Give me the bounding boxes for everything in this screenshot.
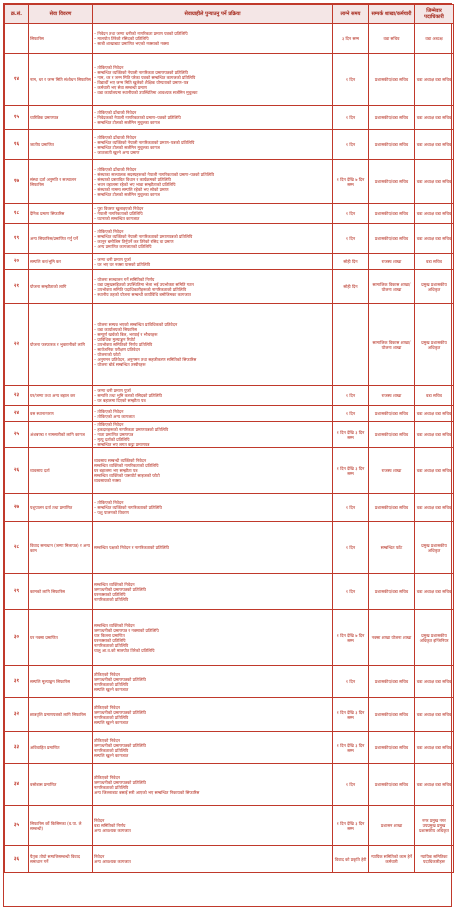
process-line: – कर्मचारी भए सेवा सम्बन्धी प्रमाण <box>94 84 147 90</box>
row-service-name: चारित्रिक प्रमाणपत्र <box>29 106 93 130</box>
row-office: सामाजिक विकास शाखा/ योजना शाखा <box>369 270 415 304</box>
row-time: विवाद को प्रकृति हेरी <box>333 846 369 873</box>
row-office: प्रशासकीय/वडा सचिव <box>369 666 415 698</box>
process-line: – योजना सम्पन्न भएको सम्बन्धित प्राविधिकको प्रतिवेदन <box>94 322 178 327</box>
row-service-name: अंशबण्डा र नामसारीको लागि कागज <box>29 422 93 448</box>
process-line: निवेदन <box>94 854 105 859</box>
row-time: १ दिन <box>333 106 369 130</box>
process-line: सम्पत्ति खुल्ने कागजात <box>94 719 129 725</box>
process-line: – नेपाली नागरिकताको प्रतिलिपि <box>94 211 143 216</box>
process-line: निवेदन <box>94 818 105 823</box>
process-line: – सम्पत्ति तथा भूमि करको रसिदको प्रतिलिपि <box>94 393 162 398</box>
process-line: – मृत्यु दर्ताको प्रतिलिपि <box>94 437 130 442</box>
row-process-list <box>93 406 333 422</box>
table-header-row <box>5 5 454 24</box>
table-row <box>5 494 454 522</box>
process-line: – अन्य प्रमाणित कागजातको प्रतिलिपि <box>94 243 152 249</box>
process-line: तोकिएको निवेदन <box>94 774 121 780</box>
service-table <box>4 4 454 873</box>
row-serial: १९ <box>5 224 29 254</box>
row-time: १ दिन देखि ३ दिन सम्म <box>333 422 369 448</box>
row-time: १ दिन <box>333 130 369 160</box>
header-office: सम्पर्क शाखा/कर्मचारी <box>369 5 415 24</box>
table-body <box>5 24 454 873</box>
row-authority: नगर प्रमुख नगर उपप्रमुख प्रमुख प्रशासकीय अधिकृत <box>415 806 454 846</box>
row-time: १ दिन <box>333 54 369 106</box>
row-service-name: जातीय प्रमाणित <box>29 130 93 160</box>
row-authority: वडा अध्यक्ष वडा सचिव <box>415 764 454 806</box>
row-service-name: घर नक्सा प्रमाणित <box>29 610 93 666</box>
row-process-list <box>93 574 333 610</box>
row-service-name: अविवाहित प्रमाणित <box>29 732 93 764</box>
row-serial: २० <box>5 254 29 270</box>
process-line: – वडा प्रमुखसहितको उपस्थितिमा भेला भई उपभोक्ता समिति गठन <box>94 281 194 287</box>
process-line: – सम्बन्धित टोलको सर्जमिन मुचुल्का कागज <box>94 191 160 197</box>
table-row <box>5 806 454 846</box>
row-service-name: संस्था दर्ता अनुमति र सञ्चालन सिफारिस <box>29 160 93 204</box>
row-authority: वडा अध्यक्ष वडा सचिव <box>415 732 454 764</box>
row-service-name: कामको लागि सिफारिस <box>29 574 93 610</box>
process-line: – प्राविधिक मुल्याङ्कन रिपोर्ट <box>94 337 136 342</box>
process-line: – जग्गा धनी प्रमाण पुर्जा <box>94 256 131 262</box>
row-service-name: अन्य सिफारिस/प्रमाणित गर्नु पर्ने <box>29 224 93 254</box>
process-line: – नाम, थर र जन्म मिति परेका पत्रको सम्बन्धित कागजको प्रतिलिपि <box>94 74 196 80</box>
process-line: – अनुगमन प्रतिवेदन, अनुगमन तथा सहजीकरण समितिको सिफारिस <box>94 357 197 362</box>
row-office: प्रशासकीय/वडा सचिव <box>369 732 415 764</box>
row-service-name: सिफारिस <box>29 24 93 54</box>
process-line: – जग्गा धनी प्रमाण पुर्जा <box>94 388 131 393</box>
process-line: नागरिकताको प्रतिलिपि <box>94 747 129 753</box>
process-line: – सम्पूर्ण खर्चको बिल, भरपाई र भौचरहरू <box>94 332 158 337</box>
process-line: घरनक्साको प्रतिलिपि <box>94 591 126 597</box>
row-office: न्यायिक समितिको काम हेर्ने कर्मचारी <box>369 846 415 873</box>
table-row <box>5 666 454 698</box>
process-line: – घर बहालमा दिएको सम्झौता पत्र <box>94 398 146 403</box>
row-office: प्रशासकीय/वडा सचिव <box>369 494 415 522</box>
row-time: १ दिन <box>333 204 369 224</box>
process-line: नागरिकताको प्रतिलिपि <box>94 642 129 648</box>
process-line: – सम्बन्धित टोलको सर्जमिन मुचुल्का कागज <box>94 144 160 150</box>
row-process-list <box>93 448 333 494</box>
row-service-name: वसोबास प्रमाणित <box>29 764 93 806</box>
process-line: जग्गाधनीको प्रमाणपत्रको प्रतिलिपि <box>94 586 146 592</box>
row-serial: २७ <box>5 494 29 522</box>
row-serial: १६ <box>5 130 29 160</box>
process-line: नागरिकताको प्रतिलिपि <box>94 681 129 687</box>
table-row <box>5 106 454 130</box>
row-serial: २६ <box>5 448 29 494</box>
row-serial: ३३ <box>5 732 29 764</box>
row-process-list <box>93 106 333 130</box>
row-office: राजस्व शाखा <box>369 448 415 494</box>
process-line: – नाता प्रमाणित प्रमाणपत्र <box>94 432 134 437</box>
process-line: चार किल्ला प्रमाणित <box>94 632 125 638</box>
row-serial <box>5 24 29 54</box>
row-process-list <box>93 732 333 764</box>
process-line: – सम्बन्धित भए लगत कट्टा प्रमाणपत्र <box>94 442 150 447</box>
row-time: १ दिन <box>333 494 369 522</box>
process-line: – सम्बन्धित टोलको सर्जमिन मुचुल्का कागज <box>94 120 160 125</box>
row-authority: वडा अध्यक्ष वडा सचिव <box>415 448 454 494</box>
row-process-list <box>93 698 333 732</box>
process-line: जग्गाधनीको प्रमाणपत्रको प्रतिलिपि <box>94 742 146 748</box>
row-serial: २२ <box>5 304 29 386</box>
process-line: अन्य जिल्लाबाट बसाइँ सरी आएको भए सम्बन्धित निकायको सिफारिस <box>94 789 200 795</box>
row-service-name: नाम, थर र जन्म मिति संशोधन सिफारिस <box>29 54 93 106</box>
row-serial: २४ <box>5 406 29 422</box>
row-authority: वडा अध्यक्ष वडा सचिव <box>415 204 454 224</box>
process-line: – तोकिएको निवेदन <box>94 64 124 70</box>
process-line: – उपभोक्ता समितिको निर्णय प्रतिलिपि <box>94 342 153 347</box>
table-row <box>5 574 454 610</box>
row-serial: ३१ <box>5 666 29 698</box>
row-process-list <box>93 764 333 806</box>
table-row <box>5 130 454 160</box>
process-line: – सम्बन्धित व्यक्तिको नेपाली नागरिकताको प्रमाणपत्रको प्रतिलिपि <box>94 233 193 239</box>
row-time: १ दिन देखि ३ दिन सम्म <box>333 698 369 732</box>
process-line: – स्थानीय तहको योजना सम्बन्धी कार्यविधि बमोजिमका कागजात <box>94 291 191 297</box>
row-office: राजस्व शाखा <box>369 386 415 406</box>
row-serial: १७ <box>5 160 29 204</box>
row-authority: प्रमुख प्रशासकीय अधिकृत <box>415 522 454 574</box>
row-serial: २१ <box>5 270 29 304</box>
row-time: १ दिन <box>333 406 369 422</box>
header-serial: क्र.सं. <box>5 5 29 24</box>
row-time: १ दिन देखि ७ दिन सम्म <box>333 160 369 204</box>
process-line: जग्गाधनीको प्रमाणपत्रको प्रतिलिपि <box>94 676 146 682</box>
row-serial: ३० <box>5 610 29 666</box>
row-serial: २३ <box>5 386 29 406</box>
row-process-list <box>93 846 333 873</box>
row-process-list <box>93 494 333 522</box>
row-service-name: सम्पत्ति मूल्याङ्कन सिफारिस <box>29 666 93 698</box>
process-line: – घटनाको सम्बन्धित कागजात <box>94 216 140 221</box>
row-office: प्रशासकीय/वडा सचिव <box>369 204 415 224</box>
table-row <box>5 24 454 54</box>
row-process-list <box>93 666 333 698</box>
process-line: सम्बन्धित व्यक्तिको निवेदन <box>94 581 135 587</box>
table-row <box>5 254 454 270</box>
row-authority: वडा सचिव <box>415 386 454 406</box>
process-line: – योजनाको फोटो <box>94 352 121 357</box>
row-authority: वडा अध्यक्ष वडा सचिव <box>415 698 454 732</box>
process-line: अन्य आवश्यक कागजात <box>94 859 131 864</box>
process-line: – सम्बन्धित व्यक्तिको नेपाली नागरिकताको प्रमाण–पत्रको प्रतिलिपि <box>94 139 195 145</box>
process-line: – हकदारहरूको नागरिकता प्रमाणपत्रको प्रतिलिपि <box>94 427 169 432</box>
process-line: – संस्थाको प्रस्तावित विधान र कार्यक्रमको प्रतिलिपि <box>94 176 171 182</box>
process-line: – योजना बोर्ड सम्बन्धित तस्वीरहरू <box>94 362 146 367</box>
row-process-list <box>93 522 333 574</box>
row-time: १ दिन <box>333 574 369 610</box>
row-service-name: योजना सम्झौताको लागि <box>29 270 93 304</box>
process-line: – सार्वजनिक परीक्षण प्रतिवेदन <box>94 347 140 352</box>
process-line: – जातजाती खुल्ने अन्य प्रमाण <box>94 149 140 155</box>
table-row <box>5 522 454 574</box>
row-office: प्रशासकीय/वडा सचिव <box>369 160 415 204</box>
row-process-list <box>93 24 333 54</box>
process-line: – पशु पालनको विवरण <box>94 510 129 515</box>
process-line: घरनक्साको प्रतिलिपि <box>94 637 126 643</box>
process-line: जग्गाधनीको प्रमाणपत्रको प्रतिलिपि <box>94 709 146 715</box>
process-line: – तोकिएको निवेदन <box>94 408 124 414</box>
row-authority: वडा अध्यक्ष वडा सचिव <box>415 406 454 422</box>
process-line: – मालपोत तिरेको रसिदको प्रतिलिपि <box>94 36 149 41</box>
table-row <box>5 698 454 732</box>
table-row <box>5 270 454 304</box>
row-office: सम्बन्धित फाँट <box>369 522 415 574</box>
process-line: – संस्थाको नाममा सम्पत्ति रहेको भए सोको प्रमाण <box>94 186 169 192</box>
table-row <box>5 304 454 386</box>
process-line: – विद्यार्थी भए जन्म मिति खुलेको शैक्षिक योग्यताको प्रमाण–पत्र <box>94 79 189 85</box>
row-office: प्रशासकीय/वडा सचिव <box>369 106 415 130</box>
row-serial: २८ <box>5 522 29 574</box>
table-row <box>5 422 454 448</box>
row-authority: वडा सचिव <box>415 254 454 270</box>
row-serial: १८ <box>5 204 29 224</box>
row-service-name: वस स्थानान्तरण <box>29 406 93 422</box>
process-line: अन्य आवश्यक कागजात <box>94 828 131 833</box>
process-line: – निवेदकको नेपाली नागरिकताको प्रमाण–पत्रको प्रतिलिपि <box>94 115 181 120</box>
table-row <box>5 406 454 422</box>
process-line: – तोकिएको निवेदन <box>94 500 124 505</box>
process-line: व्यवसाय सम्बन्धी व्यक्तिको निवेदन <box>94 458 147 463</box>
row-service-name: सिफारिस र्को किसिमका (व.पा. ले सम्बन्धी) <box>29 806 93 846</box>
row-authority: वडा अध्यक्ष वडा सचिव <box>415 224 454 254</box>
process-line: – उपभोक्ता समिति पदाधिकारीहरूको नागरिकताको प्रतिलिपि <box>94 286 187 292</box>
process-line: घर बहालमा भए सम्झौता पत्र <box>94 468 138 473</box>
row-time <box>333 304 369 386</box>
header-service: सेवा विवरण <box>29 5 93 24</box>
process-line: – निवेदन तथा जग्गा धनीको नागरिकता प्रमाण पत्रको प्रतिलिपि <box>94 31 188 36</box>
process-line: सम्बन्धित व्यक्तिको निवेदन <box>94 622 135 628</box>
process-line: – वडा कार्यालयमा स्थानीयको उपस्थितिमा आवश्यक सर्जमिन मुचुल्का <box>94 89 198 95</box>
process-line: – कानून बमोजिम तिर्नुपर्ने कर तिरेको रसिद वा प्रमाण <box>94 238 174 244</box>
row-process-list <box>93 224 333 254</box>
process-line: – सम्बन्धित व्यक्तिको नेपाली नागरिकता प्रमाणपत्रको प्रतिलिपि <box>94 69 188 75</box>
process-line: वडा समितिको निर्णय <box>94 823 126 828</box>
row-process-list <box>93 610 333 666</box>
process-line: सम्बन्धित व्यक्तिको नागरिकताको प्रतिलिपि <box>94 463 159 468</box>
table-row <box>5 846 454 873</box>
row-office: राजस्व शाखा <box>369 254 415 270</box>
row-process-list <box>93 304 333 386</box>
process-line: – वडा कार्यालयको सिफारिस <box>94 327 137 332</box>
row-process-list <box>93 130 333 160</box>
process-line: – तोकिएको अन्य कागजात <box>94 413 135 419</box>
process-line: – तोकिएको ढाँचाको निवेदन <box>94 110 137 115</box>
row-authority: वडा अध्यक्ष वडा सचिव <box>415 666 454 698</box>
row-process-list <box>93 422 333 448</box>
table-row <box>5 764 454 806</box>
row-time: ३ दिन सम्म <box>333 24 369 54</box>
process-line: – भवन वहालमा रहेको भए भाडा सम्झौताको प्रतिलिपि <box>94 181 176 187</box>
row-office: सामाजिक विकास शाखा/ योजना शाखा <box>369 304 415 386</box>
row-process-list <box>93 54 333 106</box>
row-authority: वडा अध्यक्ष वडा सचिव <box>415 422 454 448</box>
header-process: सेवाग्राहीले पुऱ्याउनु पर्ने प्रक्रिया <box>93 5 333 24</box>
table-row <box>5 386 454 406</box>
process-line: तोकिएको निवेदन <box>94 704 121 710</box>
row-time: १ दिन <box>333 666 369 698</box>
row-serial: १५ <box>5 106 29 130</box>
process-line: चालु आ.व.को मालपोत तिरेको प्रतिलिपि <box>94 647 155 653</box>
process-line: सम्पत्ति खुल्ने कागजात <box>94 686 129 692</box>
row-office: प्रशासकीय/वडा सचिव <box>369 574 415 610</box>
process-line: – तोकिएको ढाँचाको निवेदन <box>94 134 137 140</box>
row-authority: वडा अध्यक्ष वडा सचिव <box>415 160 454 204</box>
header-time: लाग्ने समय <box>333 5 369 24</box>
row-office: प्रशासन शाखा <box>369 806 415 846</box>
process-line: नागरिकताको प्रतिलिपि <box>94 784 129 790</box>
row-time: १ दिन <box>333 764 369 806</box>
table-row <box>5 610 454 666</box>
row-authority: वडा अध्यक्ष वडा सचिव <box>415 54 454 106</box>
process-line: – सम्बन्धित व्यक्तिको नागरिकताको प्रतिलिपि <box>94 505 162 510</box>
row-serial: ३४ <box>5 764 29 806</box>
row-office: नक्सा शाखा योजना शाखा <box>369 610 415 666</box>
row-time: १ दिन देखि ३ दिन सम्म <box>333 806 369 846</box>
row-authority: वडा अध्यक्ष वडा सचिव <box>415 130 454 160</box>
row-process-list <box>93 386 333 406</box>
table-row <box>5 732 454 764</box>
process-line: तोकिएको निवेदन <box>94 671 121 677</box>
process-line: – तोकिएको निवेदन <box>94 228 124 234</box>
header-authority: जिम्मेवार पदाधिकारी <box>415 5 454 24</box>
row-office: प्रशासकीय/वडा सचिव <box>369 406 415 422</box>
row-authority: वडा अध्यक्ष वडा सचिव <box>415 106 454 130</box>
process-line: – तोकिएको निवेदन <box>94 422 124 427</box>
row-authority: प्रमुख प्रशासकीय अधिकृत <box>415 270 454 304</box>
row-serial: ३२ <box>5 698 29 732</box>
row-time: १ दिन <box>333 522 369 574</box>
row-service-name: सम्पत्ति कर/भूमि कर <box>29 254 93 270</box>
row-time: १ दिन देखि ३ दिन सम्म <box>333 732 369 764</box>
process-line: सम्बन्धित पक्षको निवेदन र नागरिकताको प्रतिलिपि <box>94 545 169 550</box>
process-line: नागरिकताको प्रतिलिपि <box>94 596 129 602</box>
process-line: – पूरा विवरण खुलाइएको निवेदन <box>94 206 144 211</box>
row-service-name: घर/जग्गा तथा अन्य बहाल कर <box>29 386 93 406</box>
process-line: – योजना सञ्चालन गर्ने समितिको निर्णय <box>94 276 155 282</box>
row-authority: न्यायिक समितिका पदाधिकारीहरू <box>415 846 454 873</box>
row-office: वडा सचिव <box>369 24 415 54</box>
row-authority: प्रमुख प्रशासकीय अधिकृत इन्जिनियर <box>415 610 454 666</box>
process-line: जग्गाधनीको प्रमाणपत्र र नक्साको प्रतिलिपि <box>94 627 159 633</box>
row-service-name: व्यवसाय दर्ता <box>29 448 93 494</box>
row-serial: २५ <box>5 422 29 448</box>
table-row <box>5 448 454 494</box>
row-office: प्रशासकीय/वडा सचिव <box>369 422 415 448</box>
row-office: प्रशासकीय/वडा सचिव <box>369 698 415 732</box>
row-authority: वडा अध्यक्ष वडा सचिव <box>415 574 454 610</box>
table-row <box>5 160 454 204</box>
row-service-name: छात्रवृत्ति प्रमाणपत्रको लागि सिफारिस <box>29 698 93 732</box>
row-office: प्रशासकीय/वडा सचिव <box>369 764 415 806</box>
row-service-name: योजना फरफारक र भुक्तानीको लागि <box>29 304 93 386</box>
process-line: – घर भए घर नक्सा पासको प्रतिलिपि <box>94 261 151 267</box>
process-line: व्यवसायको नक्सा <box>94 478 121 483</box>
row-serial: २९ <box>5 574 29 610</box>
document-sheet <box>3 3 452 907</box>
process-line: – साबी शाखाबाट प्रमाणित भएको नक्साको नक्सा <box>94 41 169 46</box>
row-process-list <box>93 270 333 304</box>
row-process-list <box>93 254 333 270</box>
row-authority: वडा अध्यक्ष <box>415 24 454 54</box>
process-line: सम्बन्धित व्यक्तिको पासपोर्ट साइजको फोटो <box>94 473 160 478</box>
process-line: नागरिकताको प्रतिलिपि <box>94 714 129 720</box>
row-office: प्रशासकीय/वडा सचिव <box>369 54 415 106</box>
row-service-name: पशुपालन दर्ता तथा प्रमाणित <box>29 494 93 522</box>
row-office: प्रशासकीय/वडा सचिव <box>369 224 415 254</box>
row-service-name: विवाद समाधान (जग्गा मिलापत्र) र अन्य काम <box>29 522 93 574</box>
process-line: – तोकिएको ढाँचाको निवेदन <box>94 166 137 172</box>
row-time: १ दिन <box>333 386 369 406</box>
row-serial: ३५ <box>5 806 29 846</box>
row-serial: ३६ <box>5 846 29 873</box>
row-time: सोही दिन <box>333 254 369 270</box>
row-time: १ दिन देखि ७ दिन सम्म <box>333 610 369 666</box>
row-office: प्रशासकीय/वडा सचिव <box>369 130 415 160</box>
process-line: सम्पत्ति खुल्ने कागजात <box>94 752 129 758</box>
row-serial: १४ <box>5 54 29 106</box>
process-line: जग्गाधनीको प्रमाणपत्रको प्रतिलिपि <box>94 779 146 785</box>
process-line: तोकिएको निवेदन <box>94 737 121 743</box>
row-authority: वडा अध्यक्ष वडा सचिव <box>415 494 454 522</box>
row-service-name: पैतृक तोयो सम्पत्तिसम्बन्धी विवाद समाधान गर्ने <box>29 846 93 873</box>
row-service-name: दैनिक प्रमाण सिफारिस <box>29 204 93 224</box>
row-process-list <box>93 160 333 204</box>
row-process-list <box>93 204 333 224</box>
process-line: – संस्थाका सञ्चालक सदस्यहरूको नेपाली नागरिकताको प्रमाण–पत्रको प्रतिलिपि <box>94 171 214 177</box>
row-process-list <box>93 806 333 846</box>
row-time: सोही दिन <box>333 270 369 304</box>
row-time: १ दिन <box>333 224 369 254</box>
row-authority: प्रमुख प्रशासकीय अधिकृत <box>415 304 454 386</box>
table-row <box>5 204 454 224</box>
table-row <box>5 224 454 254</box>
row-time: १ दिन देखि ३ दिन सम्म <box>333 448 369 494</box>
table-row <box>5 54 454 106</box>
